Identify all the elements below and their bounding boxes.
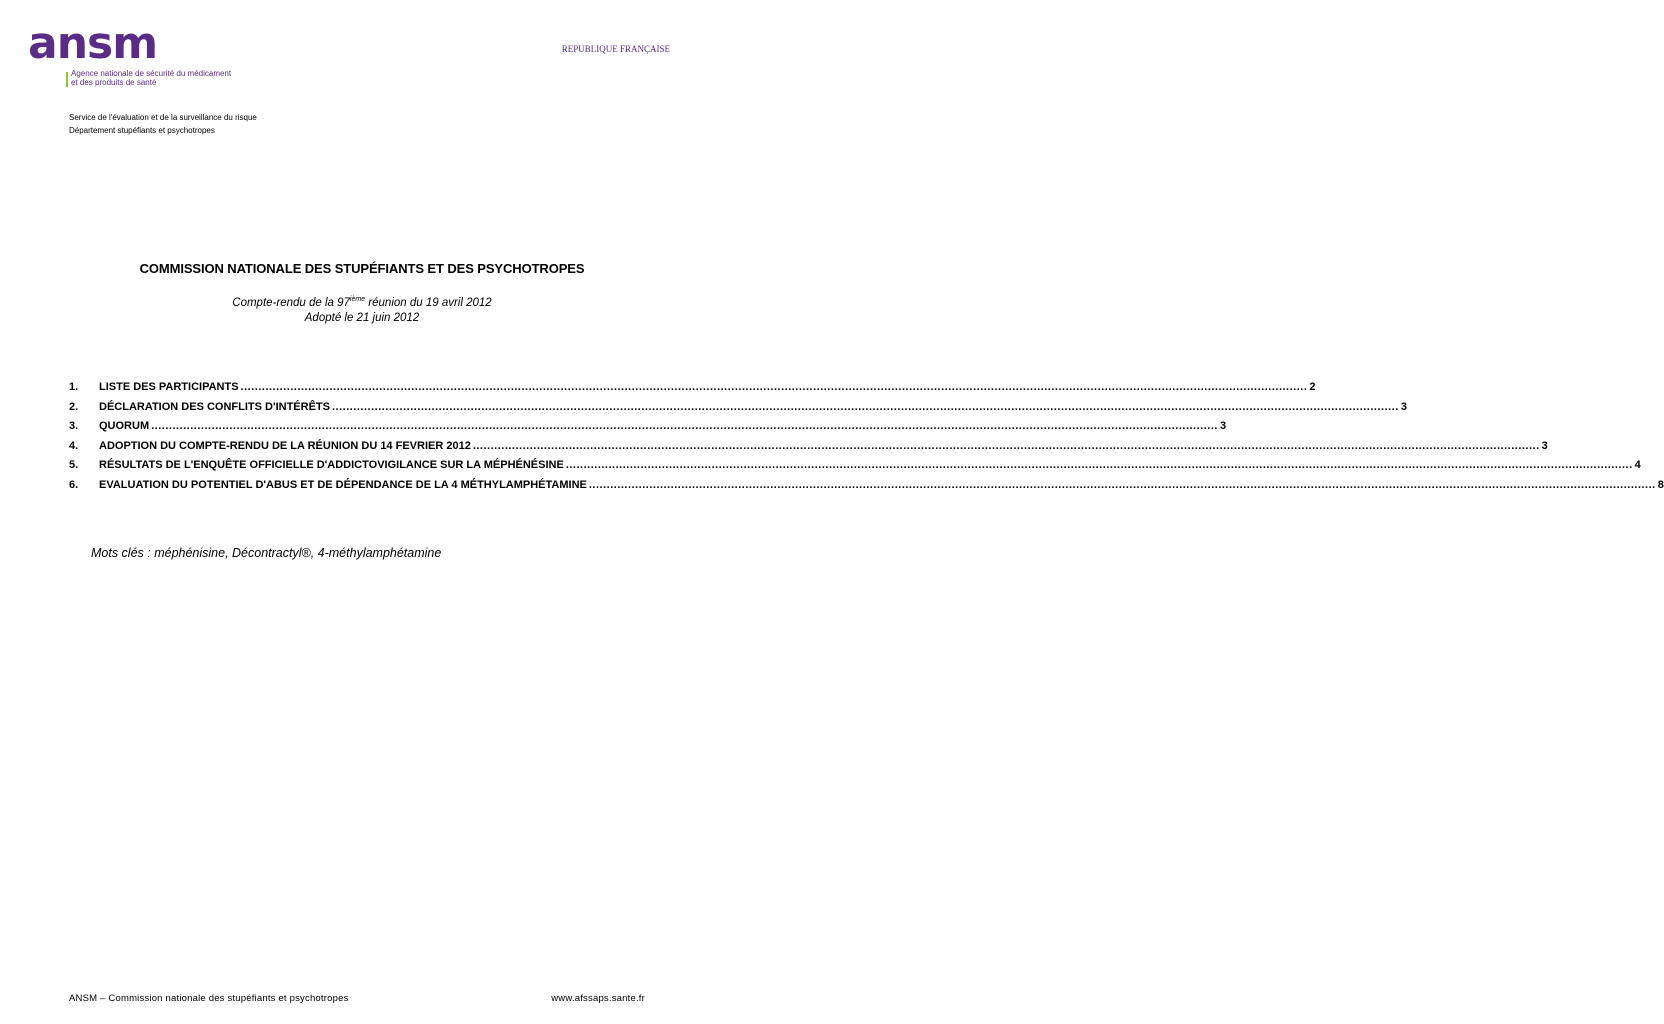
ordinal-suffix: ième — [349, 296, 366, 303]
republique-francaise-label: REPUBLIQUE FRANÇAISE — [561, 44, 670, 54]
toc-entry[interactable] — [69, 400, 1407, 421]
toc-page: 8 — [1657, 478, 1664, 491]
logo-accent-bar — [66, 72, 68, 87]
toc-entry[interactable] — [69, 439, 1548, 460]
logo-wordmark: ansm — [28, 18, 158, 69]
footer-left: ANSM – Commission nationale des stupéfiants et psychotropes — [69, 993, 349, 1004]
service-block — [69, 111, 257, 137]
toc-page: 3 — [1541, 439, 1548, 452]
toc-number: 1. — [69, 381, 79, 393]
toc-page: 2 — [1309, 381, 1316, 393]
toc-title: RÉSULTATS DE L'ENQUÊTE OFFICIELLE D'ADDICTOVIGILANCE SUR LA MÉPHÉNÉSINE — [99, 459, 564, 471]
adopted-date: Adopté le 21 juin 2012 — [304, 312, 420, 324]
service-line: Service de l'évaluation et de la surveillance du risque — [69, 113, 257, 122]
toc-leader: ............................................................................................................................................................................................................................................................................................................ — [331, 400, 1399, 413]
toc-title: DÉCLARATION DES CONFLITS D'INTÉRÊTS — [99, 400, 330, 413]
toc-entry[interactable] — [69, 420, 1227, 440]
toc-title: ADOPTION DU COMPTE-RENDU DE LA RÉUNION DU 14 FEVRIER 2012 — [99, 439, 471, 452]
toc-entry[interactable] — [69, 478, 1664, 499]
toc-leader: ............................................................................................................................................................................................................................................................................................................ — [240, 381, 1308, 393]
document-subtitle — [0, 292, 724, 326]
department-line: Département stupéfiants et psychotropes — [69, 126, 215, 135]
toc-entry[interactable] — [69, 381, 1316, 401]
toc-number: 4. — [69, 439, 79, 452]
toc-number: 3. — [69, 420, 79, 432]
toc-title: LISTE DES PARTICIPANTS — [99, 381, 239, 393]
toc-number: 5. — [69, 459, 79, 471]
toc-number: 2. — [69, 400, 79, 413]
keywords: Mots clés : méphénisine, Décontractyl®, 4-méthylamphétamine — [91, 546, 442, 560]
footer-website-link[interactable]: www.afssaps.sante.fr — [551, 993, 645, 1004]
logo-tagline — [71, 70, 231, 87]
page-footer — [69, 993, 645, 1004]
toc-page: 4 — [1634, 459, 1641, 471]
toc-leader: ............................................................................................................................................................................................................................................................................................................ — [588, 478, 1656, 491]
meeting-suffix: réunion du 19 avril 2012 — [365, 297, 492, 309]
meeting-prefix: Compte-rendu de la 97 — [232, 297, 350, 309]
logo-tagline-line-2: et des produits de santé — [71, 77, 157, 87]
toc-leader: ............................................................................................................................................................................................................................................................................................................ — [151, 420, 1218, 432]
toc-number: 6. — [69, 478, 79, 491]
logo-tagline-line-1: Agence nationale de sécurité du médicament — [71, 69, 232, 78]
meeting-line — [0, 292, 724, 311]
toc-page: 3 — [1400, 400, 1407, 413]
toc-title: EVALUATION DU POTENTIEL D'ABUS ET DE DÉPENDANCE DE LA 4 MÉTHYLAMPHÉTAMINE — [99, 478, 587, 491]
toc-title: QUORUM — [99, 420, 150, 432]
table-of-contents — [69, 381, 1664, 498]
document-title: COMMISSION NATIONALE DES STUPÉFIANTS ET DES PSYCHOTROPES — [139, 261, 585, 276]
toc-page: 3 — [1219, 420, 1227, 432]
toc-leader: ............................................................................................................................................................................................................................................................................................................ — [565, 459, 1633, 471]
ansm-logo — [28, 18, 243, 88]
toc-leader: ............................................................................................................................................................................................................................................................................................................ — [472, 439, 1540, 452]
toc-entry[interactable] — [69, 459, 1641, 479]
